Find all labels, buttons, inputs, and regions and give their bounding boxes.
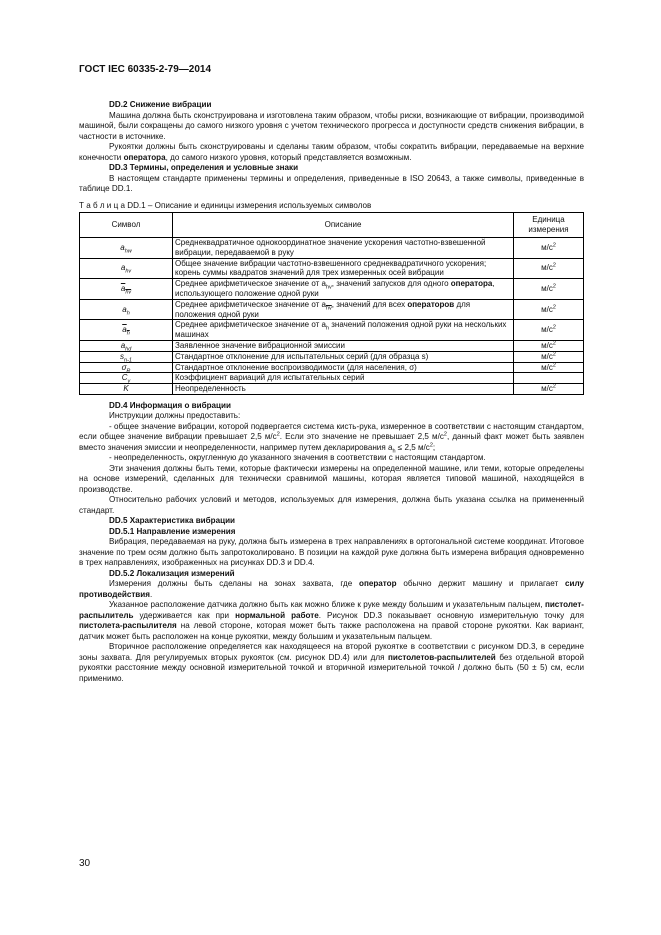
table-row bbox=[80, 373, 584, 384]
unit-cell: $м/с^2$ bbox=[514, 362, 584, 373]
symbol-cell: $\sigma_R$ bbox=[80, 362, 173, 373]
table-row bbox=[80, 340, 584, 351]
paragraph: Вторичное расположение определяется как находящееся на второй рукоятке в соответствии с рисунком DD.3, в середине зоны захвата. Для регулируемых вторых рукояток (см. рисунок DD.4) или для пистолетов-распылителей без отдельной второй рукоятки расстояние между основной измерительной точкой и вторичной измерительной точкой l должно быть (50 ± 5) см, если применимо. bbox=[79, 642, 584, 683]
symbol-cell: $C_v$ bbox=[80, 373, 173, 384]
paragraph: Измерения должны быть сделаны на зонах захвата, где оператор обычно держит машину и прилагает силу противодействия. bbox=[79, 579, 585, 599]
list-item: - общее значение вибрации, которой подвергается система кисть-рука, измеренное в соответствии с настоящим стандартом, если общее значение вибрации превышает 2,5 $м/с^2$. Если это значение не превышает 2,5 $м/с^2$, данный факт может быть заявлен вместо значения эмиссии и неопределенности, например путем декларирования $a_h \le 2,5$ $м/с^2$; bbox=[79, 421, 584, 455]
table-body bbox=[80, 238, 584, 395]
standard-header: ГОСТ IEC 60335-2-79—2014 bbox=[79, 64, 212, 75]
description-cell: Среднее арифметическое значение от $a_{\overline{hv}}$, значений для всех операторов для положения одной руки bbox=[173, 299, 514, 320]
unit-cell: $м/с^2$ bbox=[514, 340, 584, 351]
unit-cell: $м/с^2$ bbox=[514, 299, 584, 320]
table-row bbox=[80, 238, 584, 259]
column-header-unit: Единица измерения bbox=[514, 213, 584, 238]
table-caption: Т а б л и ц а DD.1 – Описание и единицы измерения используемых символов bbox=[79, 200, 372, 210]
unit-cell: $м/с^2$ bbox=[514, 351, 584, 362]
paragraph: Рукоятки должны быть сконструированы и сделаны таким образом, чтобы сократить вибрации, передаваемые на верхние конечности оператора, до самого низкого уровня, который представляется возможным. bbox=[79, 142, 584, 162]
table-header-row bbox=[80, 213, 584, 238]
section-heading-dd4: DD.4 Информация о вибрации bbox=[109, 400, 231, 410]
unit-cell: $м/с^2$ bbox=[514, 384, 584, 395]
symbols-table bbox=[79, 212, 584, 395]
symbol-cell: $a_{hd}$ bbox=[80, 340, 173, 351]
section-heading-dd5: DD.5 Характеристика вибрации bbox=[109, 516, 236, 526]
subsection-heading-dd52: DD.5.2 Локализация измерений bbox=[109, 568, 235, 578]
column-header-description: Описание bbox=[173, 213, 514, 238]
table-row bbox=[80, 384, 584, 395]
symbol-cell: $a_{hw}$ bbox=[80, 238, 173, 259]
symbol-cell: $a_{hv}$ bbox=[80, 279, 173, 300]
description-cell: Неопределенность bbox=[173, 384, 514, 395]
paragraph: Машина должна быть сконструирована и изготовлена таким образом, чтобы риски, возникающие от вибрации, производимой машиной, были сокращены до самого низкого уровня с учетом технического прогресса и доступности средств снижения вибрации, в частности в источнике. bbox=[79, 110, 585, 141]
table-row bbox=[80, 279, 584, 300]
description-cell: Коэффициент вариаций для испытательных серий bbox=[173, 373, 514, 384]
paragraph: Указанное расположение датчика должно быть как можно ближе к руке между большим и указательным пальцем, пистолет-распылитель удерживается как при нормальной работе. Рисунок DD.3 показывает основную измерительную точку для пистолета-распылителя на левой стороне, которая может быть также расположена на правой стороне рукоятки. Как вариант, датчик может быть расположен на конце рукоятки, между большим и указательным пальцем. bbox=[79, 600, 584, 641]
paragraph: Инструкции должны предоставить: bbox=[109, 411, 241, 421]
unit-cell: $м/с^2$ bbox=[514, 279, 584, 300]
description-cell: Стандартное отклонение воспроизводимости (для населения, σ) bbox=[173, 362, 514, 373]
subsection-heading-dd51: DD.5.1 Направление измерения bbox=[109, 526, 236, 536]
unit-cell: $м/с^2$ bbox=[514, 258, 584, 279]
paragraph: В настоящем стандарте применены термины и определения, приведенные в ISO 20643, а также символы, приведенные в таблице DD.1. bbox=[79, 173, 584, 193]
symbol-cell: $s_{n-1}$ bbox=[80, 351, 173, 362]
table-row bbox=[80, 351, 584, 362]
symbol-cell: $a_h$ bbox=[80, 320, 173, 341]
description-cell: Стандартное отклонение для испытательных серий (для образца s) bbox=[173, 351, 514, 362]
section-heading-dd2: DD.2 Снижение вибрации bbox=[109, 100, 212, 109]
column-header-symbol: Символ bbox=[80, 213, 173, 238]
list-item: - неопределенность, округленную до указанного значения в соответствии с настоящим стандартом. bbox=[109, 453, 486, 463]
unit-cell: $м/с^2$ bbox=[514, 238, 584, 259]
table-row bbox=[80, 299, 584, 320]
unit-cell: $м/с^2$ bbox=[514, 320, 584, 341]
paragraph: Относительно рабочих условий и методов, используемых для измерения, должна быть указана ссылка на примененный стандарт. bbox=[79, 495, 584, 515]
description-cell: Среднее арифметическое значение от $a_h$ значений положения одной руки на нескольких машинах bbox=[173, 320, 514, 341]
table-row bbox=[80, 362, 584, 373]
page-number: 30 bbox=[79, 858, 91, 869]
description-cell: Заявленное значение вибрационной эмиссии bbox=[173, 340, 514, 351]
section-heading-dd3: DD.3 Термины, определения и условные знаки bbox=[109, 163, 299, 172]
symbol-cell: K bbox=[80, 384, 173, 395]
paragraph: Эти значения должны быть теми, которые фактически измерены на определенной машине, или теми, которые определены на основе измерений, сделанных для технически сравнимой машины, которая является типовой машиной, находящейся в производстве. bbox=[79, 463, 584, 494]
paragraph: Вибрация, передаваемая на руку, должна быть измерена в трех направлениях в ортогональной системе координат. Итоговое значение по трем осям должно быть запротоколировано. В позиции на каждой руке должна быть измерена вибрация одновременно в трех направлениях, изображенных на рисунках DD.3 и DD.4. bbox=[79, 537, 584, 568]
table-row bbox=[80, 320, 584, 341]
symbol-cell: $a_{hv}$ bbox=[80, 258, 173, 279]
description-cell: Среднеквадратичное однокоординатное значение ускорения частотно-взвешенной вибрации, передаваемой в руку bbox=[173, 238, 514, 259]
description-cell: Общее значение вибрации частотно-взвешенного среднеквадратичного ускорения; корень суммы квадратов значений для трех измеренных осей вибрации bbox=[173, 258, 514, 279]
unit-cell bbox=[514, 373, 584, 384]
description-cell: Среднее арифметическое значение от $a_{hv}$, значений запусков для одного оператора, использующего положение одной руки bbox=[173, 279, 514, 300]
page-content bbox=[79, 100, 584, 684]
symbol-cell: $a_h$ bbox=[80, 299, 173, 320]
table-row bbox=[80, 258, 584, 279]
